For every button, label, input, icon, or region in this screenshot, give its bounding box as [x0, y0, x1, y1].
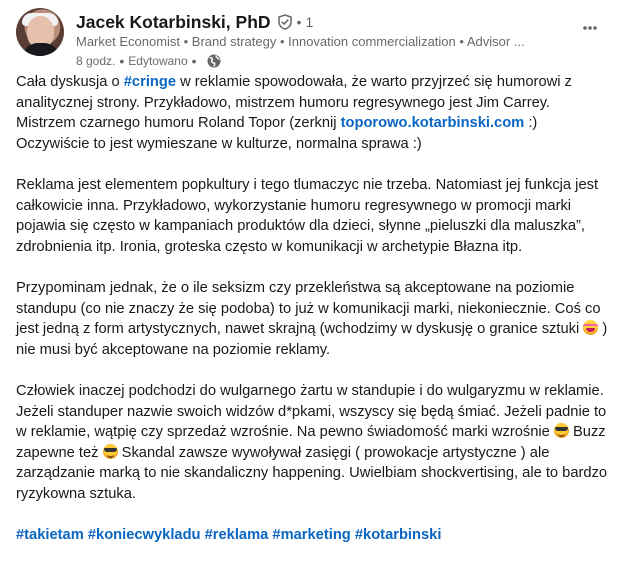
author-name[interactable]: Jacek Kotarbinski, PhD — [76, 11, 271, 32]
paragraph-3-text-a: Przypominam jednak, że o ile seksizm czy przekleństwa są akceptowane na poziomie standupu (co nie znaczy że się podoba) to już w komunikacji marki, niekoniecznie. Coś co jest jedną z form artystycznych, nawet skrajną (wchodzimy w dyskusję o granice sztuki — [16, 280, 601, 337]
globe-icon — [206, 53, 222, 69]
hashtag-takietam[interactable]: #takietam — [16, 527, 84, 543]
paragraph-1-text-a: Cała dyskusja o — [16, 74, 124, 90]
author-headline: Market Economist • Brand strategy • Innovation commercialization • Advisor ... — [76, 34, 525, 49]
author-avatar[interactable] — [16, 8, 64, 56]
paragraph-4-text-a: Człowiek inaczej podchodzi do wulgarnego żartu w standupie i do wulgaryzmu w reklamie. Jeżeli standuper nazwie swoich widzów d*pkami, wszyscy się będą śmiać. Jeżeli padnie to w reklamie, wątpię czy sprzedaż wzrośnie. Na pewno świadomość marki wzrośnie — [16, 383, 607, 440]
paragraph-3 — [16, 278, 608, 360]
hashtag-marketing[interactable]: #marketing — [272, 527, 351, 543]
hashtag-kotarbinski[interactable]: #kotarbinski — [354, 527, 442, 543]
connection-degree: 1 — [305, 14, 314, 30]
paragraph-3-text-b: ) nie musi być akceptowane na poziomie reklamy. — [16, 321, 608, 358]
hashtag-reklama[interactable]: #reklama — [204, 527, 269, 543]
paragraph-1 — [16, 72, 608, 154]
paragraph-2: Reklama jest elementem popkultury i tego tlumaczyc nie trzeba. Natomiast jej funkcja jest całkowicie inna. Przykładowo, wykorzystanie humoru regresywnego w promocji marki pojawia się często w kampaniach produktów dla dzieci, słynne „pieluszki dla maluszka”, zdrobnienia itp. Ironia, groteska często w komunikacji w archetypie Błazna itp. — [16, 177, 599, 255]
paragraph-1-text-c: :) Oczywiście to jest wymieszane w kulturze, normalna sprawa :) — [16, 115, 538, 152]
laughing-face-emoji-icon — [583, 320, 598, 335]
external-link[interactable]: toporowo.kotarbinski.com — [340, 115, 525, 131]
verified-shield-icon — [277, 14, 293, 30]
more-options-button[interactable] — [578, 16, 602, 40]
paragraph-4 — [16, 381, 608, 504]
sunglasses-face-emoji-icon — [554, 423, 569, 438]
post-header — [16, 8, 610, 69]
meta-separator: • — [119, 53, 125, 69]
more-options-icon — [582, 20, 598, 36]
hashtag-koniecwykladu[interactable]: #koniecwykladu — [87, 527, 201, 543]
paragraph-1-text-b: w reklamie spowodowała, że warto przyjrzeć się humorowi z analitycznej strony. Przykładowo, mistrzem humoru regresywnego jest Jim Carrey. Mistrzem czarnego humoru Roland Topor (zerknij — [16, 74, 572, 131]
post-meta — [76, 53, 222, 69]
post-body — [16, 72, 608, 567]
edited-label: Edytowano — [128, 54, 188, 68]
avatar-shirt — [22, 43, 60, 56]
name-separator: • — [296, 14, 302, 30]
hashtag-cringe[interactable]: #cringe — [123, 74, 177, 90]
paragraph-4-text-b: Buzz zapewne też — [16, 424, 606, 461]
hashtags — [16, 525, 608, 546]
post-time: 8 godz. — [76, 54, 116, 68]
sunglasses-face-emoji-icon-2 — [103, 444, 118, 459]
paragraph-4-text-c: Skandal zawsze wywoływał zasięgi ( prowokacje artystyczne ) ale zarządzanie marką to nie skandaliczny happening. Uwielbiam shockvertising, ale to bardzo ryzykowna sztuka. — [16, 444, 608, 502]
meta-separator-2: • — [191, 53, 197, 69]
author-name-row — [76, 10, 313, 34]
